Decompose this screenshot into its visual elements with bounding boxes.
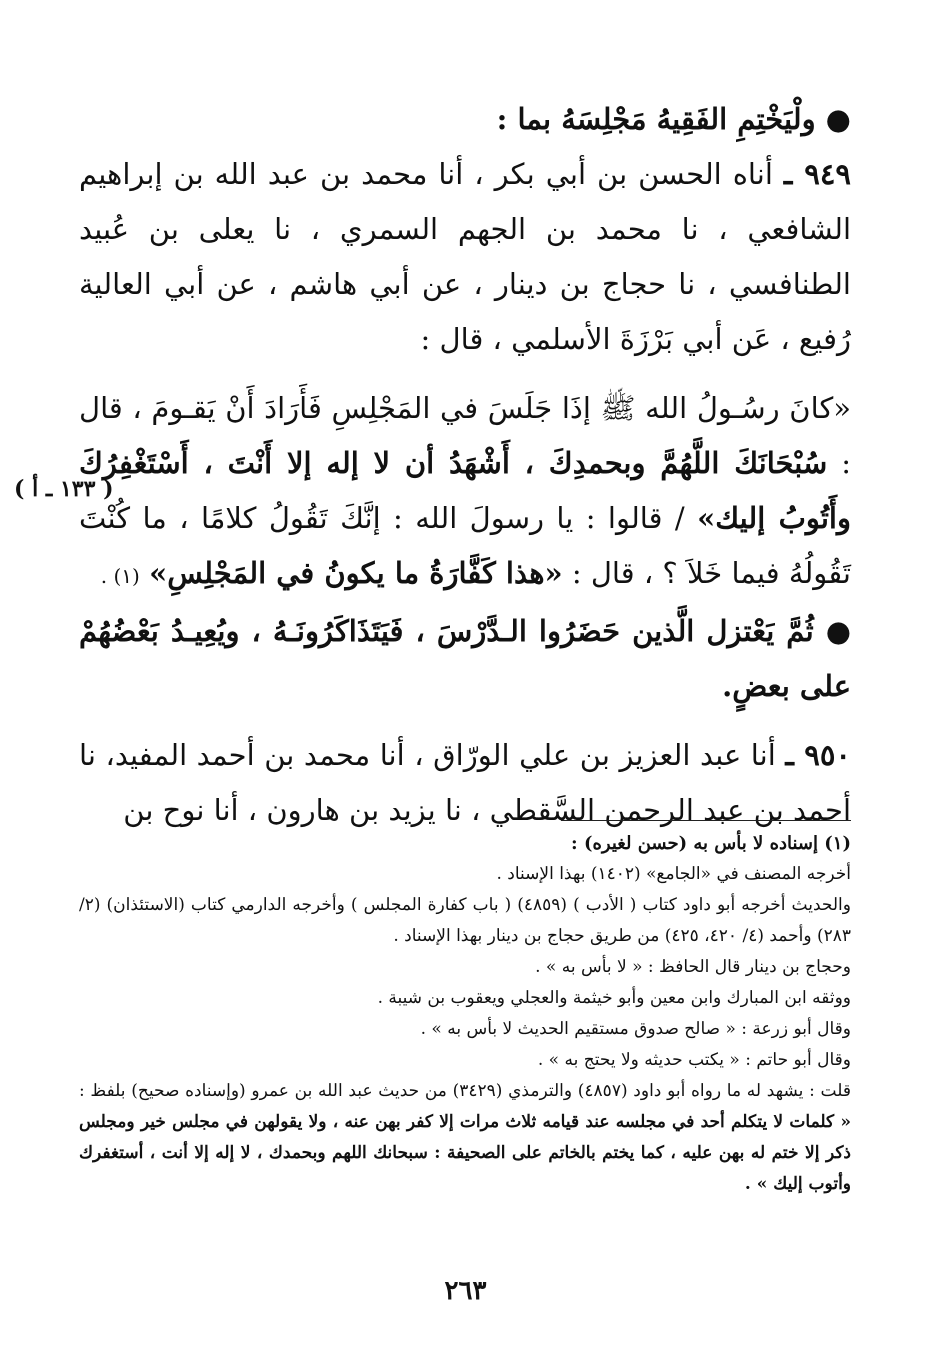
footnote-divider	[561, 820, 851, 821]
footnote-line: وحجاج بن دينار قال الحافظ : « لا بأس به » .	[535, 957, 851, 977]
footnote-line: أخرجه المصنف في «الجامع» (١٤٠٢) بهذا الإسناد .	[496, 864, 851, 884]
bullet-heading-2: ● ثُمَّ يَعْتزل الَّذين حَضَرُوا الـدَّرْسَ ، فَيَتَذَاكَرُونَـهُ ، ويُعِيـدُ بَعْضُهُمْ على بعضٍ.	[79, 614, 851, 703]
hadith-number-950: ٩٥٠ ـ	[785, 738, 852, 772]
hadith-number-949: ٩٤٩ ـ	[783, 157, 851, 191]
paragraph-949	[79, 147, 851, 367]
hadith-part-c: / قالوا : يا رسولَ الله : إنَّكَ تَقُولُ كلامًا ، ما كُنْتَ تَقُولُهُ فيما خَلاَ ؟ ، قال :	[79, 501, 851, 590]
footnote-last	[79, 1076, 851, 1200]
main-text	[79, 92, 851, 838]
footnote-heading: (١) إسناده لا بأس به (حسن لغيره) :	[571, 833, 851, 854]
hadith-part-d: «هذا كَفَّارَةُ ما يكونُ في المَجْلِسِ»	[149, 556, 563, 590]
footnote-line: والحديث أخرجه أبو داود كتاب ( الأدب ) (٤٨٥٩) ( باب كفارة المجلس ) وأخرجه الدارمي كتاب (الاستئذان) (٢/ ٢٨٣) وأحمد (٤/ ٤٢٠، ٤٢٥) من طريق حجاج بن دينار بهذا الإسناد .	[79, 895, 851, 946]
footnote-line: وقال أبو حاتم : « يكتب حديثه ولا يحتج به » .	[537, 1050, 851, 1070]
isnad-949: أناه الحسن بن أبي بكر ، أنا محمد بن عبد الله بن إبراهيم الشافعي ، نا محمد بن الجهم السمري ، نا يعلى بن عُبيد الطنافسي ، نا حجاج بن دينار ، عن أبي هاشم ، عن أبي العالية رُفيع ، عَن أبي بَرْزَةَ الأسلمي ، قال :	[79, 157, 851, 356]
manuscript-folio-ref: ( ١٣٣ ـ أ )	[14, 476, 114, 502]
paragraph-950	[79, 728, 851, 838]
bullet-heading-1: ● ولْيَخْتِمِ الفَقِيهُ مَجْلِسَهُ بما :	[496, 102, 851, 136]
footnote-line: ووثقه ابن المبارك وابن معين وأبو خيثمة والعجلي ويعقوب بن شيبة .	[377, 988, 851, 1008]
footnotes	[79, 828, 851, 1200]
footnote-quote: « كلمات لا يتكلم أحد في مجلسه عند قيامه ثلاث مرات إلا كفر بهن عنه ، ولا يقولهن في مجلس خير ومجلس ذكر إلا ختم له بهن عليه ، كما يختم بالخاتم على الصحيفة : سبحانك اللهم وبحمدك ، لا إله إلا أنت ، أستغفرك وأتوب إليك » .	[79, 1112, 851, 1194]
hadith-text	[79, 381, 851, 604]
hadith-dua: سُبْحَانَكَ اللَّهُمَّ وبحمدِكَ ، أَشْهَدُ أن لا إله إلا أَنْتَ ، أَسْتَغْفِرُكَ وأَتُوبُ إليك»	[79, 446, 851, 535]
footnote-line: وقال أبو زرعة : « صالح صدوق مستقيم الحديث لا بأس به » .	[420, 1019, 851, 1039]
isnad-950: أنا عبد العزيز بن علي الورّاق ، أنا محمد بن أحمد المفيد، نا أحمد بن عبد الرحمن السَّقطي ، نا يزيد بن هارون ، أنا نوح بن	[79, 738, 851, 827]
hadith-part-a: «كانَ رسُـولُ الله ﷺ إذَا جَلَسَ في المَجْلِسِ فَأَرَادَ أَنْ يَقـومَ ، قال :	[79, 391, 851, 480]
footnote-marker: (١) .	[100, 564, 140, 588]
page-number: ٢٦٣	[444, 1276, 487, 1306]
footnote-intro: قلت : يشهد له ما رواه أبو داود (٤٨٥٧) والترمذي (٣٤٢٩) من حديث عبد الله بن عمرو (وإسناده صحيح) بلفظ :	[79, 1081, 852, 1101]
